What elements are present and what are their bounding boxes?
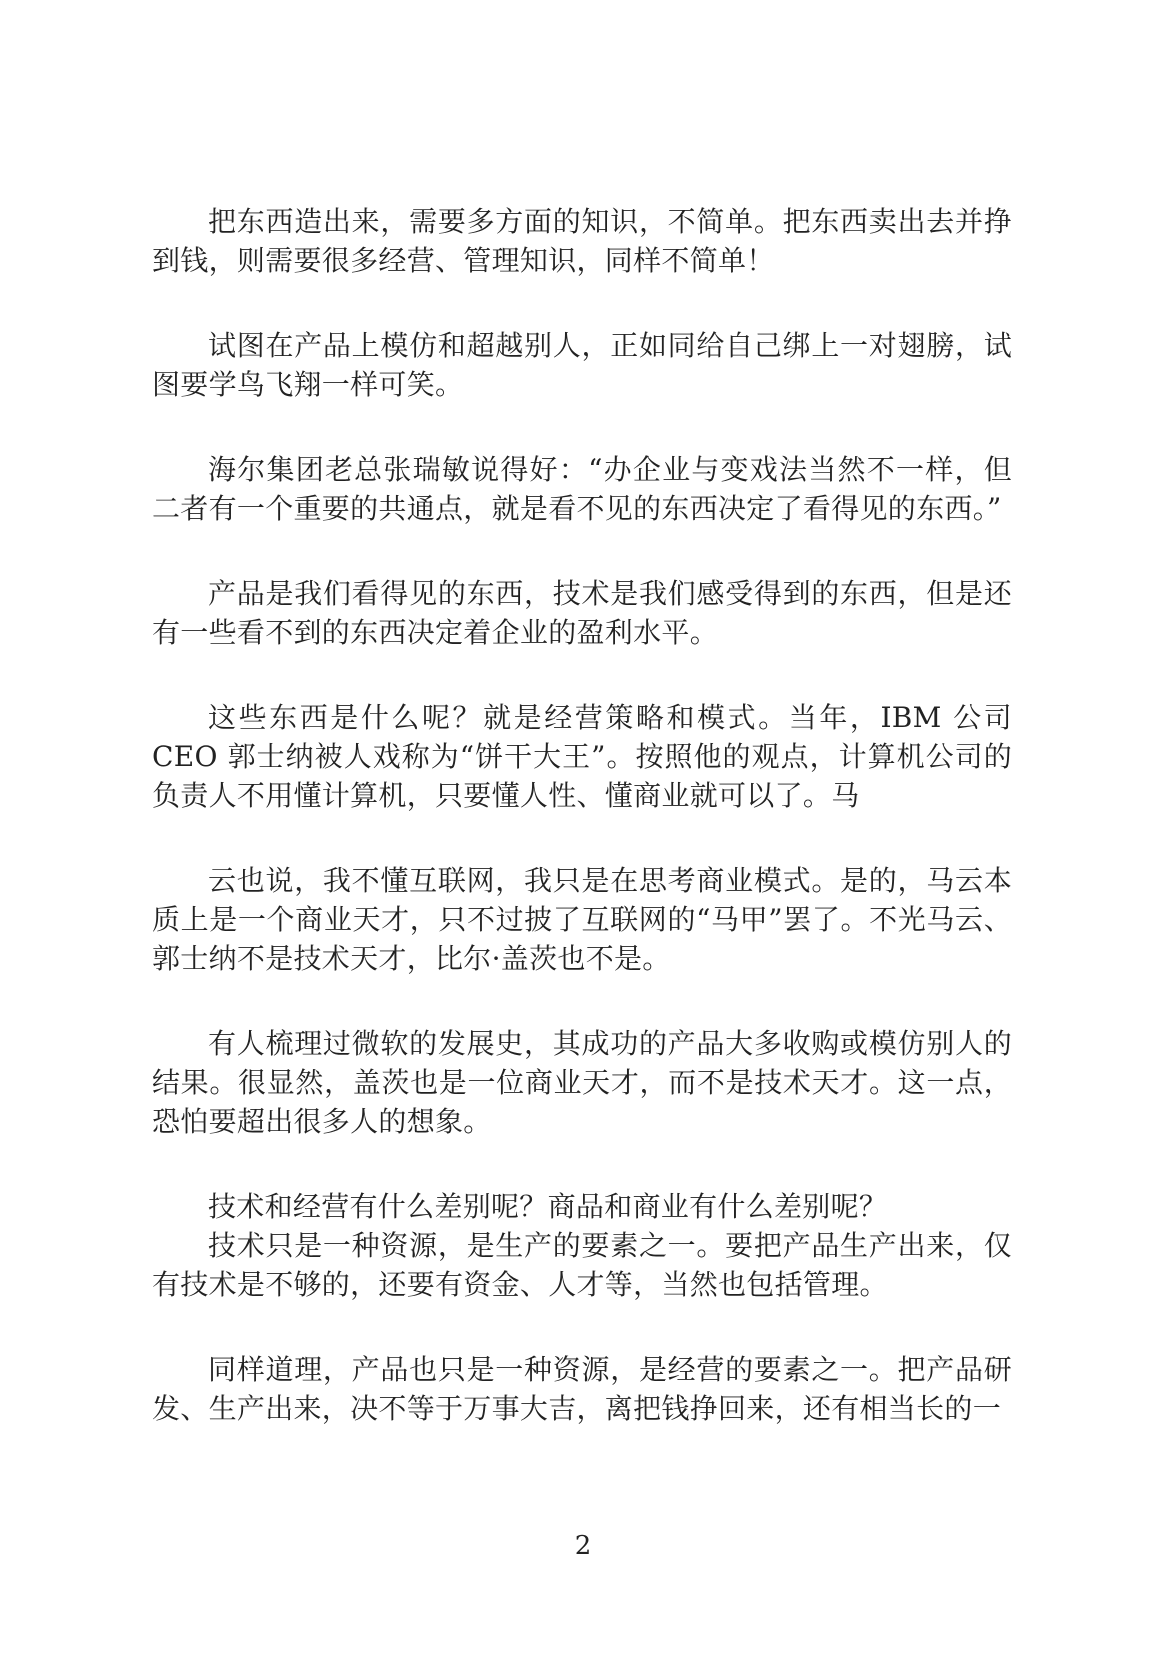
- body-text: [152, 202, 1012, 1428]
- paragraph-10: 同样道理，产品也只是一种资源，是经营的要素之一。把产品研发、生产出来，决不等于万事大吉，离把钱挣回来，还有相当长的一: [152, 1353, 1012, 1425]
- paragraph-8: 技术和经营有什么差别呢？商品和商业有什么差别呢？: [208, 1190, 888, 1223]
- paragraph-3: 海尔集团老总张瑞敏说得好：“办企业与变戏法当然不一样，但二者有一个重要的共通点，就是看不见的东西决定了看得见的东西。”: [152, 453, 1012, 525]
- paragraph-9: 技术只是一种资源，是生产的要素之一。要把产品生产出来，仅有技术是不够的，还要有资金、人才等，当然也包括管理。: [152, 1229, 1012, 1301]
- paragraph-7: 有人梳理过微软的发展史，其成功的产品大多收购或模仿别人的结果。很显然，盖茨也是一位商业天才，而不是技术天才。这一点，恐怕要超出很多人的想象。: [152, 1027, 1012, 1138]
- page-number: 2: [574, 1531, 592, 1561]
- paragraph-5: 这些东西是什么呢？就是经营策略和模式。当年，IBM 公司 CEO 郭士纳被人戏称为“饼干大王”。按照他的观点，计算机公司的负责人不用懂计算机，只要懂人性、懂商业就可以了。马: [152, 701, 1012, 812]
- paragraph-2: 试图在产品上模仿和超越别人，正如同给自己绑上一对翅膀，试图要学鸟飞翔一样可笑。: [152, 329, 1012, 401]
- paragraph-4: 产品是我们看得见的东西，技术是我们感受得到的东西，但是还有一些看不到的东西决定着企业的盈利水平。: [152, 577, 1012, 649]
- paragraph-6: 云也说，我不懂互联网，我只是在思考商业模式。是的，马云本质上是一个商业天才，只不过披了互联网的“马甲”罢了。不光马云、郭士纳不是技术天才，比尔·盖茨也不是。: [152, 864, 1012, 975]
- paragraph-1: 把东西造出来，需要多方面的知识，不简单。把东西卖出去并挣到钱，则需要很多经营、管理知识，同样不简单！: [152, 205, 1012, 277]
